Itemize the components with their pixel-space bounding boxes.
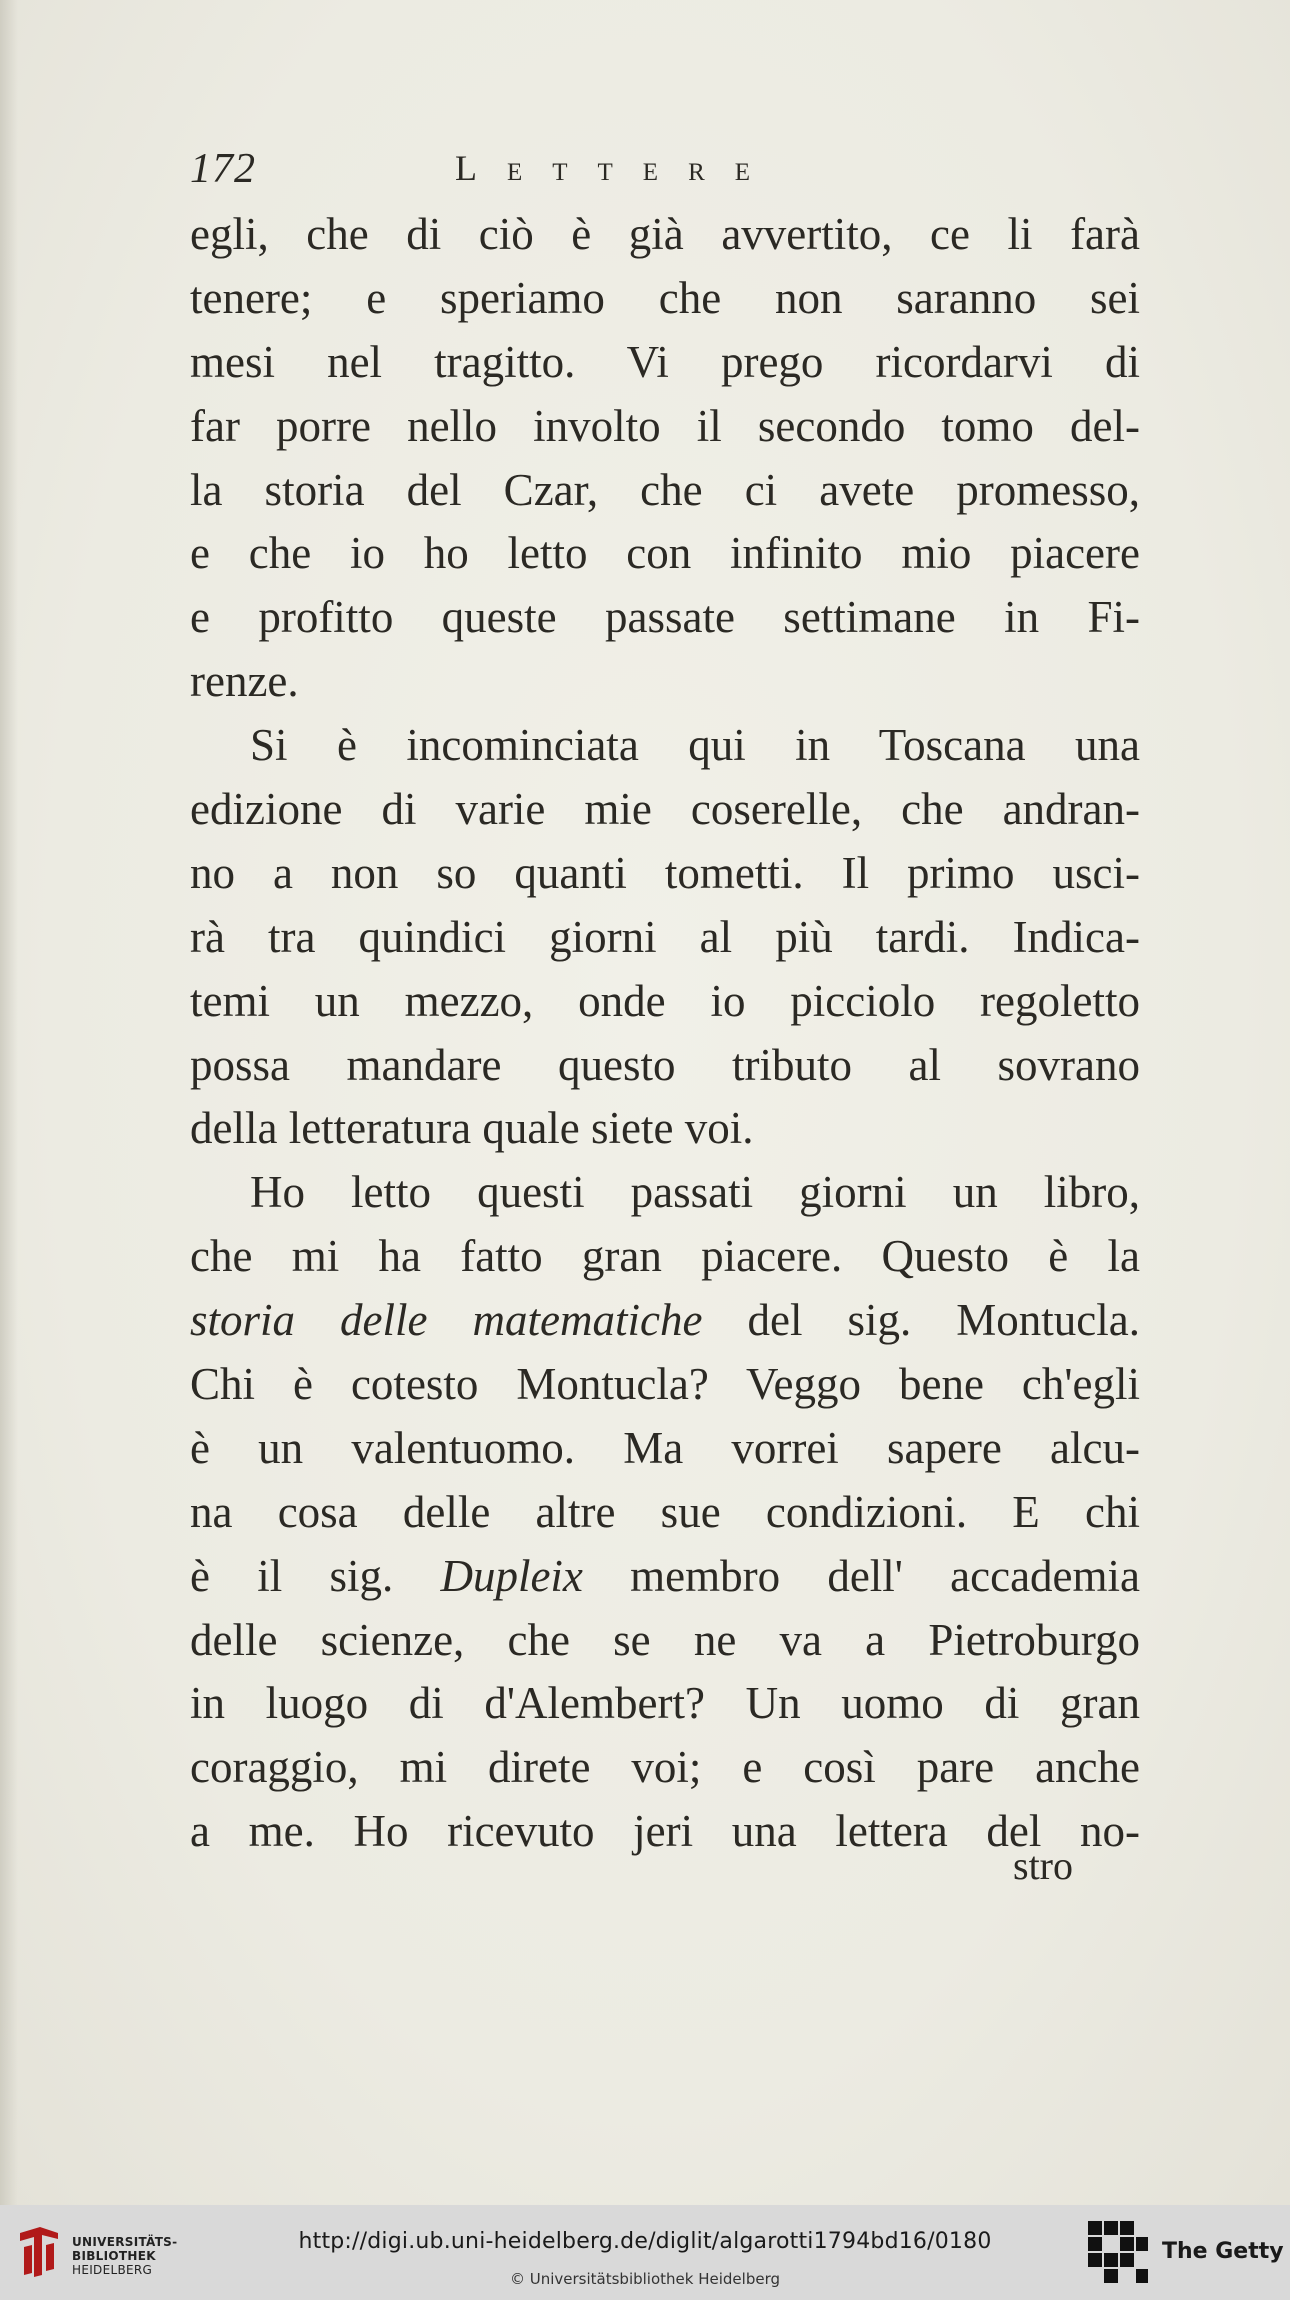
paragraph-start-line: Ho letto questi passati giorni un libro,	[250, 1167, 1140, 1218]
body-text	[190, 203, 1140, 1864]
text-line: che mi ha fatto gran piacere. Questo è la	[190, 1231, 1140, 1282]
italic-book-title: storia delle matematiche	[190, 1295, 703, 1346]
text-line-with-italic	[190, 1289, 1140, 1353]
logo-line-3: HEIDELBERG	[72, 2263, 153, 2277]
page-number: 172	[190, 146, 256, 192]
catchword: stro	[1013, 1843, 1073, 1888]
text-line: rà tra quindici giorni al più tardi. Indica-	[190, 911, 1140, 962]
text-line: egli, che di ciò è già avvertito, ce li farà	[190, 209, 1140, 259]
page-header	[190, 145, 1150, 195]
text-line: na cosa delle altre sue condizioni. E chi	[190, 1486, 1140, 1537]
text-line: Chi è cotesto Montucla? Veggo bene ch'egli	[190, 1359, 1140, 1410]
copyright-notice: © Universitätsbibliothek Heidelberg	[509, 2270, 780, 2288]
text-line: in luogo di d'Alembert? Un uomo di gran	[190, 1678, 1140, 1729]
viewer-footer	[0, 2205, 1290, 2300]
paragraph-end-line: renze.	[190, 656, 299, 707]
spine-shadow	[0, 0, 18, 2205]
text-line: è un valentuomo. Ma vorrei sapere alcu-	[190, 1422, 1140, 1473]
text-line: e profitto queste passate settimane in Fi-	[190, 592, 1140, 643]
text-line: a me. Ho ricevuto jeri una lettera del no-	[190, 1806, 1140, 1857]
text-line: e che io ho letto con infinito mio piacere	[190, 528, 1140, 579]
line-suffix: del sig. Montucla.	[702, 1295, 1140, 1346]
paragraph-start-line: Si è incominciata qui in Toscana una	[250, 720, 1140, 771]
logo-line-1: UNIVERSITÄTS-	[72, 2235, 178, 2249]
line-suffix: membro dell' accademia	[582, 1550, 1140, 1601]
text-line: coraggio, mi direte voi; e così pare anche	[190, 1742, 1140, 1793]
text-line: la storia del Czar, che ci avete promesso,	[190, 464, 1140, 515]
text-line: delle scienze, che se ne va a Pietroburgo	[190, 1614, 1140, 1665]
text-line: edizione di varie mie coserelle, che andran-	[190, 784, 1140, 835]
paragraph-end-line: della letteratura quale siete voi.	[190, 1103, 754, 1154]
line-prefix: è il sig.	[190, 1550, 441, 1601]
getty-logo-icon[interactable]	[1086, 2219, 1150, 2285]
logo-line-2: BIBLIOTHEK	[72, 2249, 156, 2263]
text-line: far porre nello involto il secondo tomo del-	[190, 400, 1140, 451]
permalink-url[interactable]: http://digi.ub.uni-heidelberg.de/diglit/algarotti1794bd16/0180	[298, 2229, 992, 2254]
text-line-with-italic	[190, 1545, 1140, 1609]
running-title: Lettere	[455, 148, 781, 188]
text-line: possa mandare questo tributo al sovrano	[190, 1039, 1140, 1090]
text-line: temi un mezzo, onde io picciolo regoletto	[190, 975, 1140, 1026]
italic-name: Dupleix	[440, 1550, 583, 1601]
text-line: tenere; e speriamo che non saranno sei	[190, 272, 1140, 323]
text-line: no a non so quanti tometti. Il primo usci-	[190, 847, 1140, 898]
getty-sponsor-label: The Getty	[1162, 2239, 1284, 2264]
text-line: mesi nel tragitto. Vi prego ricordarvi di	[190, 336, 1140, 387]
